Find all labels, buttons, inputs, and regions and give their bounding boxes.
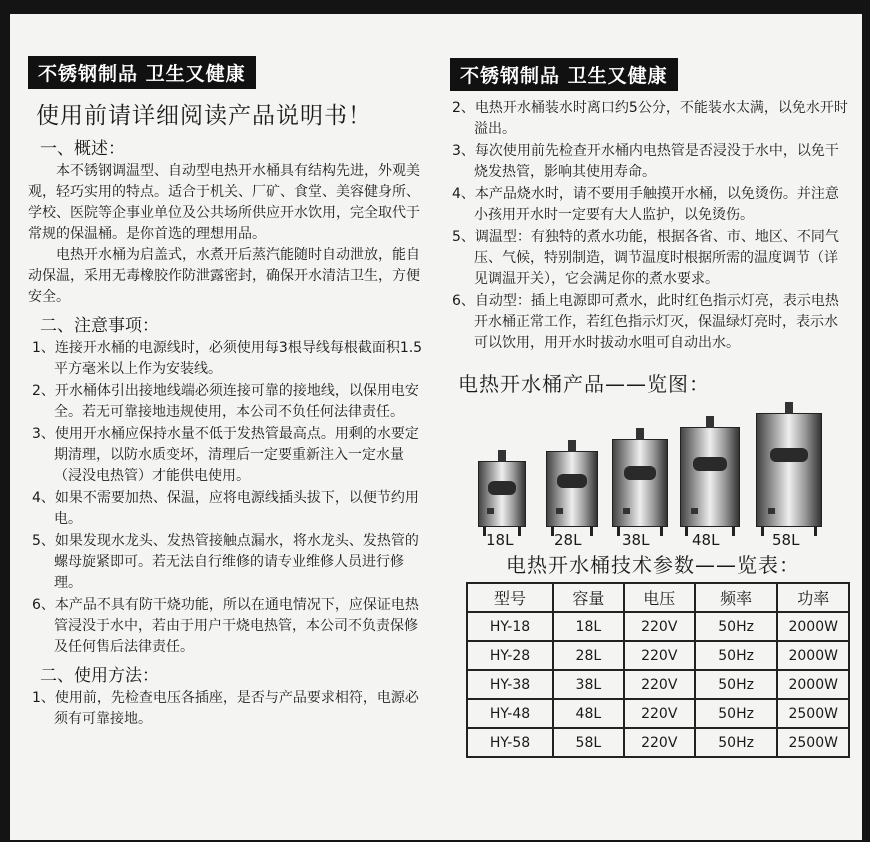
spec-table bbox=[466, 582, 850, 758]
usage-item: 5、调温型：有独特的煮水功能，根据各省、市、地区、不同气压、气候，特别制造，调节温度时根据所需的温度调节（详见调温开关），它会满足你的煮水要求。 bbox=[452, 229, 839, 287]
water-boiler-image bbox=[612, 439, 668, 527]
usage-item: 1、使用前，先检查电压各插座，是否与产品要求相符，电源必须有可靠接地。 bbox=[32, 690, 419, 727]
product-capacity-label: 28L bbox=[554, 531, 582, 549]
spec-cell: 220V bbox=[624, 699, 695, 728]
spec-cell: HY-48 bbox=[467, 699, 553, 728]
spec-cell: 48L bbox=[553, 699, 624, 728]
spec-cell: 50Hz bbox=[695, 670, 778, 699]
note-item: 5、如果发现水龙头、发热管接触点漏水，将水龙头、发热管的螺母旋紧即可。若无法自行维修的请专业维修人员进行修理。 bbox=[32, 533, 419, 591]
products-illustration bbox=[450, 399, 850, 549]
spec-cell: 50Hz bbox=[695, 612, 778, 641]
spec-cell: 50Hz bbox=[695, 641, 778, 670]
spec-header-cell: 型号 bbox=[467, 583, 553, 612]
note-item: 1、连接开水桶的电源线时，必须使用每3根导线每根截面积1.5平方毫米以上作为安装线。 bbox=[32, 340, 423, 377]
note-item: 4、如果不需要加热、保温，应将电源线插头拔下，以便节约用电。 bbox=[32, 490, 419, 527]
product-capacity-label: 48L bbox=[692, 531, 720, 549]
spec-cell: 2500W bbox=[777, 699, 849, 728]
spec-cell: 2000W bbox=[777, 612, 849, 641]
table-row bbox=[467, 641, 849, 670]
table-row bbox=[467, 612, 849, 641]
spec-header-cell: 容量 bbox=[553, 583, 624, 612]
spec-cell: 220V bbox=[624, 670, 695, 699]
usage-item: 6、自动型：插上电源即可煮水，此时红色指示灯亮，表示电热开水桶正常工作，若红色指示灯灭，保温绿灯亮时，表示水可以饮用，用开水时拔动水咀可自动出水。 bbox=[452, 293, 839, 351]
product-capacity-label: 38L bbox=[622, 531, 650, 549]
spec-cell: HY-38 bbox=[467, 670, 553, 699]
note-item: 2、开水桶体引出接地线端必须连接可靠的接地线，以保用电安全。若无可靠接地违规使用，本公司不负任何法律责任。 bbox=[32, 383, 419, 420]
usage-item: 2、电热开水桶装水时离口约5公分，不能装水太满，以免水开时溢出。 bbox=[452, 100, 848, 137]
note-item: 6、本产品不具有防干烧功能，所以在通电情况下，应保证电热管浸没于水中，若由于用户干烧电热管，本公司不负责保修及任何售后法律责任。 bbox=[32, 597, 419, 655]
usage-item: 3、每次使用前先检查开水桶内电热管是否浸没于水中，以免干烧发热管，影响其使用寿命。 bbox=[452, 143, 839, 180]
spec-cell: 2000W bbox=[777, 641, 849, 670]
manual-sheet bbox=[10, 14, 862, 840]
spec-header-cell: 功率 bbox=[777, 583, 849, 612]
usage-heading: 二、使用方法： bbox=[40, 666, 159, 686]
spec-header-cell: 频率 bbox=[695, 583, 778, 612]
usage-item: 4、本产品烧水时，请不要用手触摸开水桶，以免烫伤。并注意小孩用开水时一定要有大人监护，以免烫伤。 bbox=[452, 186, 839, 223]
water-boiler-image bbox=[756, 413, 822, 527]
products-heading: 电热开水桶产品——览图： bbox=[458, 372, 710, 396]
product-capacity-label: 18L bbox=[486, 531, 514, 549]
note-item: 3、使用开水桶应保持水量不低于发热管最高点。用剩的水要定期清理，以防水质变坏，清理后一定要重新注入一定水量（浸没电热管）才能供电使用。 bbox=[32, 426, 419, 484]
left-column bbox=[28, 14, 428, 731]
table-row bbox=[467, 728, 849, 757]
table-row bbox=[467, 670, 849, 699]
manual-title: 使用前请详细阅读产品说明书！ bbox=[36, 103, 372, 129]
banner-right: 不锈钢制品 卫生又健康 bbox=[450, 58, 678, 91]
spec-cell: HY-28 bbox=[467, 641, 553, 670]
spec-header-row bbox=[467, 583, 849, 612]
overview-paragraph-1: 本不锈钢调温型、自动型电热开水桶具有结构先进，外观美观，轻巧实用的特点。适合于机关、厂矿、食堂、美容健身所、学校、医院等企事业单位及公共场所供应开水饮用，完全取代于常规的保温桶。是你首选的理想用品。 bbox=[28, 163, 420, 242]
spec-cell: HY-18 bbox=[467, 612, 553, 641]
spec-heading: 电热开水桶技术参数——览表： bbox=[506, 553, 800, 577]
spec-cell: 2500W bbox=[777, 728, 849, 757]
spec-cell: 2000W bbox=[777, 670, 849, 699]
water-boiler-image bbox=[478, 461, 526, 527]
right-column bbox=[450, 14, 850, 758]
banner-left: 不锈钢制品 卫生又健康 bbox=[28, 56, 256, 89]
overview-paragraph-2: 电热开水桶为启盖式，水煮开后蒸汽能随时自动泄放，能自动保温，采用无毒橡胶作防泄露密封，确保开水清洁卫生，方便安全。 bbox=[28, 247, 420, 305]
table-row bbox=[467, 699, 849, 728]
product-capacity-label: 58L bbox=[772, 531, 800, 549]
spec-cell: 38L bbox=[553, 670, 624, 699]
spec-cell: 58L bbox=[553, 728, 624, 757]
spec-cell: HY-58 bbox=[467, 728, 553, 757]
spec-cell: 220V bbox=[624, 612, 695, 641]
water-boiler-image bbox=[680, 427, 740, 527]
spec-header-cell: 电压 bbox=[624, 583, 695, 612]
overview-heading: 一、概述： bbox=[40, 139, 125, 159]
notes-heading: 二、注意事项： bbox=[40, 316, 159, 336]
spec-cell: 50Hz bbox=[695, 699, 778, 728]
spec-cell: 28L bbox=[553, 641, 624, 670]
spec-cell: 220V bbox=[624, 728, 695, 757]
spec-cell: 50Hz bbox=[695, 728, 778, 757]
spec-cell: 18L bbox=[553, 612, 624, 641]
spec-cell: 220V bbox=[624, 641, 695, 670]
water-boiler-image bbox=[546, 451, 598, 527]
